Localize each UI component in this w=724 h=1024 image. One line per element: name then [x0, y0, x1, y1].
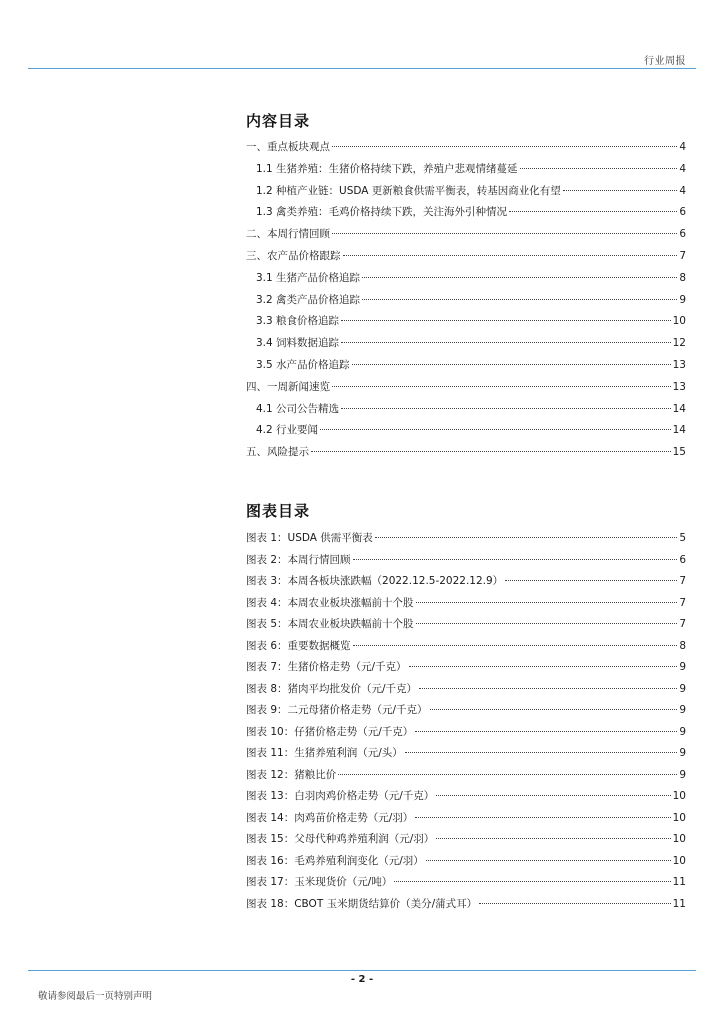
- toc-entry[interactable]: [246, 333, 686, 355]
- entry-page-number: 4: [679, 141, 686, 153]
- dot-leader: [436, 838, 670, 839]
- entry-page-number: 6: [679, 553, 686, 566]
- entry-label: 3.1 生猪产品价格追踪: [256, 271, 361, 284]
- entry-label: 图表 17：玉米现货价（元/吨）: [246, 876, 393, 888]
- entry-label: 4.1 公司公告精选: [256, 402, 340, 415]
- report-type-label: 行业周报: [644, 56, 686, 67]
- dot-leader: [341, 342, 671, 343]
- entry-page-number: 10: [672, 790, 686, 802]
- entry-page-number: 7: [679, 575, 686, 587]
- toc-list: [246, 137, 686, 464]
- dot-leader: [362, 299, 677, 300]
- dot-leader: [332, 146, 677, 147]
- entry-page-number: 4: [679, 162, 686, 175]
- toc-entry[interactable]: [246, 355, 686, 377]
- figure-entry[interactable]: [246, 593, 686, 615]
- footer-divider: [28, 970, 696, 971]
- entry-page-number: 7: [679, 596, 686, 609]
- entry-label: 图表 6：重要数据概览: [246, 639, 351, 652]
- toc-entry[interactable]: [246, 377, 686, 399]
- figure-entry[interactable]: [246, 657, 686, 679]
- toc-title: 内容目录: [246, 112, 311, 130]
- dot-leader: [332, 233, 677, 234]
- entry-label: 3.4 饲料数据追踪: [256, 337, 340, 350]
- entry-page-number: 6: [679, 228, 686, 241]
- dot-leader: [332, 386, 671, 387]
- entry-label: 一、重点板块观点: [246, 141, 330, 153]
- dot-leader: [520, 168, 678, 169]
- toc-entry[interactable]: [246, 159, 686, 181]
- toc-entry[interactable]: [246, 268, 686, 290]
- entry-page-number: 11: [672, 876, 686, 888]
- figure-entry[interactable]: [246, 765, 686, 787]
- entry-label: 图表 15：父母代种鸡养殖利润（元/羽）: [246, 833, 435, 845]
- toc-entry[interactable]: [246, 399, 686, 421]
- entry-label: 图表 1：USDA 供需平衡表: [246, 532, 373, 544]
- entry-label: 图表 4：本周农业板块涨幅前十个股: [246, 596, 414, 609]
- toc-entry[interactable]: [246, 202, 686, 224]
- dot-leader: [362, 277, 677, 278]
- dot-leader: [426, 860, 671, 861]
- entry-label: 3.3 粮食价格追踪: [256, 315, 340, 328]
- entry-page-number: 11: [672, 897, 686, 910]
- dot-leader: [394, 881, 670, 882]
- entry-page-number: 12: [672, 337, 686, 350]
- figure-entry[interactable]: [246, 571, 686, 593]
- entry-page-number: 9: [679, 704, 686, 716]
- entry-label: 图表 18：CBOT 玉米期货结算价（美分/蒲式耳）: [246, 897, 478, 910]
- figure-entry[interactable]: [246, 528, 686, 550]
- entry-page-number: 10: [672, 833, 686, 845]
- dot-leader: [352, 364, 671, 365]
- figures-list: [246, 528, 686, 915]
- dot-leader: [415, 817, 670, 818]
- entry-label: 图表 12：猪粮比价: [246, 768, 337, 781]
- dot-leader: [353, 559, 678, 560]
- entry-page-number: 15: [672, 446, 686, 459]
- entry-label: 3.2 禽类产品价格追踪: [256, 293, 361, 306]
- entry-label: 图表 5：本周农业板块跌幅前十个股: [246, 618, 414, 630]
- dot-leader: [353, 645, 678, 646]
- figure-entry[interactable]: [246, 550, 686, 572]
- entry-page-number: 9: [679, 747, 686, 759]
- entry-page-number: 6: [679, 206, 686, 219]
- dot-leader: [375, 537, 678, 538]
- toc-entry[interactable]: [246, 290, 686, 312]
- entry-page-number: 9: [679, 768, 686, 781]
- entry-label: 4.2 行业要闻: [256, 424, 319, 437]
- entry-label: 图表 2：本周行情回顾: [246, 553, 351, 566]
- entry-label: 图表 7：生猪价格走势（元/千克）: [246, 661, 407, 673]
- figure-entry[interactable]: [246, 722, 686, 744]
- entry-label: 图表 3：本周各板块涨跌幅（2022.12.5-2022.12.9）: [246, 575, 504, 587]
- dot-leader: [320, 429, 671, 430]
- dot-leader: [405, 752, 678, 753]
- dot-leader: [338, 774, 677, 775]
- page-number: - 2 -: [350, 974, 374, 985]
- entry-page-number: 8: [679, 639, 686, 652]
- dot-leader: [505, 580, 677, 581]
- entry-page-number: 10: [672, 315, 686, 328]
- dot-leader: [343, 255, 678, 256]
- toc-entry[interactable]: [246, 137, 686, 159]
- entry-label: 二、本周行情回顾: [246, 228, 330, 241]
- entry-page-number: 10: [672, 811, 686, 824]
- dot-leader: [436, 795, 670, 796]
- entry-page-number: 9: [679, 682, 686, 695]
- entry-label: 3.5 水产品价格追踪: [256, 358, 350, 371]
- dot-leader: [311, 451, 671, 452]
- entry-label: 1.2 种植产业链：USDA 更新粮食供需平衡表，转基因商业化有望: [256, 184, 561, 197]
- entry-label: 1.3 禽类养殖：毛鸡价格持续下跌，关注海外引种情况: [256, 206, 508, 219]
- disclaimer-note: 敬请参阅最后一页特别声明: [38, 991, 153, 1002]
- toc-entry[interactable]: [246, 311, 686, 333]
- dot-leader: [479, 903, 671, 904]
- dot-leader: [419, 688, 677, 689]
- dot-leader: [430, 709, 678, 710]
- figure-entry[interactable]: [246, 872, 686, 894]
- dot-leader: [509, 211, 677, 212]
- entry-page-number: 9: [679, 725, 686, 738]
- figure-entry[interactable]: [246, 636, 686, 658]
- entry-page-number: 13: [672, 358, 686, 371]
- entry-label: 图表 8：猪肉平均批发价（元/千克）: [246, 682, 418, 695]
- dot-leader: [415, 731, 677, 732]
- figure-entry[interactable]: [246, 700, 686, 722]
- entry-page-number: 8: [679, 271, 686, 284]
- entry-label: 图表 10：仔猪价格走势（元/千克）: [246, 725, 414, 738]
- entry-page-number: 14: [672, 424, 686, 437]
- dot-leader: [416, 623, 678, 624]
- dot-leader: [341, 408, 671, 409]
- entry-page-number: 9: [679, 661, 686, 673]
- dot-leader: [563, 190, 678, 191]
- entry-label: 图表 14：肉鸡苗价格走势（元/羽）: [246, 811, 414, 824]
- entry-label: 图表 13：白羽肉鸡价格走势（元/千克）: [246, 790, 435, 802]
- figure-entry[interactable]: [246, 808, 686, 830]
- toc-entry[interactable]: [246, 224, 686, 246]
- toc-entry[interactable]: [246, 420, 686, 442]
- entry-label: 图表 16：毛鸡养殖利润变化（元/羽）: [246, 854, 424, 867]
- entry-label: 图表 11：生猪养殖利润（元/头）: [246, 747, 403, 759]
- figures-title: 图表目录: [246, 502, 311, 520]
- toc-entry[interactable]: [246, 442, 686, 464]
- entry-page-number: 14: [672, 402, 686, 415]
- header-divider: [28, 68, 696, 69]
- entry-page-number: 7: [679, 618, 686, 630]
- entry-label: 三、农产品价格跟踪: [246, 249, 341, 262]
- entry-page-number: 5: [679, 532, 686, 544]
- toc-entry[interactable]: [246, 181, 686, 203]
- figure-entry[interactable]: [246, 851, 686, 873]
- entry-page-number: 9: [679, 293, 686, 306]
- entry-label: 五、风险提示: [246, 446, 309, 459]
- entry-label: 1.1 生猪养殖：生猪价格持续下跌，养殖户悲观情绪蔓延: [256, 162, 518, 175]
- dot-leader: [416, 602, 678, 603]
- figure-entry[interactable]: [246, 786, 686, 808]
- entry-page-number: 4: [679, 184, 686, 197]
- toc-entry[interactable]: [246, 246, 686, 268]
- entry-label: 四、一周新闻速览: [246, 380, 330, 393]
- figure-entry[interactable]: [246, 894, 686, 916]
- entry-label: 图表 9：二元母猪价格走势（元/千克）: [246, 704, 428, 716]
- dot-leader: [409, 666, 678, 667]
- figure-entry[interactable]: [246, 743, 686, 765]
- figure-entry[interactable]: [246, 829, 686, 851]
- entry-page-number: 13: [672, 380, 686, 393]
- figure-entry[interactable]: [246, 679, 686, 701]
- figure-entry[interactable]: [246, 614, 686, 636]
- entry-page-number: 7: [679, 249, 686, 262]
- dot-leader: [341, 320, 671, 321]
- entry-page-number: 10: [672, 854, 686, 867]
